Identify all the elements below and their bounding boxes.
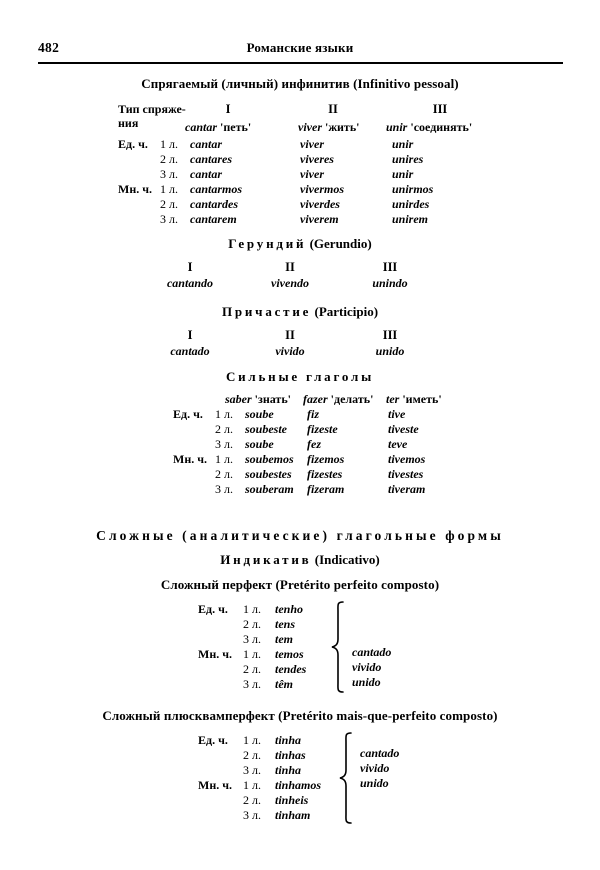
heading-indicative bbox=[0, 552, 600, 568]
perfect-participle: unido bbox=[352, 675, 381, 689]
form-cell: viveres bbox=[300, 152, 334, 166]
strong-verb-header-ter-verb: ter bbox=[386, 392, 400, 406]
number-label-plural-strong: Мн. ч. bbox=[173, 452, 208, 466]
column-header-ii: II bbox=[328, 102, 338, 116]
gerund-column-header-iii: III bbox=[382, 260, 398, 274]
person-label: 2 л. bbox=[215, 422, 233, 436]
type-label-line1: Тип спряже- bbox=[118, 102, 186, 116]
number-label-singular-strong: Ед. ч. bbox=[173, 407, 203, 421]
person-label: 1 л. bbox=[160, 182, 178, 196]
perfect-participle: vivido bbox=[352, 660, 382, 674]
person-label: 3 л. bbox=[160, 212, 178, 226]
auxiliary-cell: tinheis bbox=[275, 793, 309, 807]
pluperfect-participle: cantado bbox=[360, 746, 400, 760]
form-cell: viver bbox=[300, 137, 324, 151]
form-cell: unirem bbox=[392, 212, 429, 226]
type-label bbox=[118, 103, 186, 130]
number-label-plural-pluperfect: Мн. ч. bbox=[198, 778, 233, 792]
header-rule bbox=[38, 62, 563, 64]
form-cell: tiveram bbox=[388, 482, 426, 496]
verb-header-iii bbox=[386, 120, 472, 135]
running-head bbox=[0, 40, 600, 66]
form-cell: fizemos bbox=[307, 452, 345, 466]
auxiliary-cell: tens bbox=[275, 617, 296, 631]
verb-header-i-verb: cantar bbox=[185, 120, 218, 134]
heading-compound-perfect: Сложный перфект (Pretérito perfeito composto) bbox=[160, 577, 440, 592]
form-cell: fizeste bbox=[307, 422, 338, 436]
auxiliary-cell: tendes bbox=[275, 662, 307, 676]
auxiliary-cell: tenho bbox=[275, 602, 304, 616]
number-label-singular-infinitive: Ед. ч. bbox=[118, 137, 148, 151]
person-label: 2 л. bbox=[243, 662, 261, 676]
form-cell: unirmos bbox=[392, 182, 434, 196]
form-cell: soube bbox=[245, 407, 274, 421]
participle-form-i: cantado bbox=[170, 344, 210, 358]
form-cell: cantares bbox=[190, 152, 232, 166]
person-label: 1 л. bbox=[243, 733, 261, 747]
person-label: 2 л. bbox=[243, 617, 261, 631]
gerund-form-ii: vivendo bbox=[271, 276, 309, 290]
heading-indicative-pt: (Indicativo) bbox=[314, 552, 380, 567]
form-cell: souberam bbox=[245, 482, 294, 496]
person-label: 3 л. bbox=[243, 763, 261, 777]
strong-verb-header-saber-verb: saber bbox=[225, 392, 252, 406]
form-cell: viver bbox=[300, 167, 324, 181]
form-cell: unir bbox=[392, 137, 414, 151]
type-label-line2: ния bbox=[118, 115, 139, 130]
form-cell: tivestes bbox=[388, 467, 424, 481]
person-label: 1 л. bbox=[243, 602, 261, 616]
perfect-participle: cantado bbox=[352, 645, 392, 659]
auxiliary-cell: tinha bbox=[275, 763, 302, 777]
form-cell: fez bbox=[307, 437, 321, 451]
form-cell: fizestes bbox=[307, 467, 343, 481]
form-cell: soube bbox=[245, 437, 274, 451]
form-cell: fizeram bbox=[307, 482, 345, 496]
verb-header-ii-verb: viver bbox=[298, 120, 322, 134]
form-cell: cantar bbox=[190, 167, 223, 181]
perfect-brace bbox=[330, 601, 346, 693]
person-label: 3 л. bbox=[215, 437, 233, 451]
strong-verb-header-fazer bbox=[303, 392, 373, 407]
form-cell: cantar bbox=[190, 137, 223, 151]
person-label: 2 л. bbox=[243, 793, 261, 807]
column-header-i: I bbox=[225, 102, 231, 116]
strong-verb-header-fazer-gloss: 'делать' bbox=[330, 392, 374, 406]
column-header-iii: III bbox=[432, 102, 448, 116]
auxiliary-cell: tinhamos bbox=[275, 778, 322, 792]
verb-header-i-gloss: 'петь' bbox=[220, 120, 252, 134]
heading-participle bbox=[0, 304, 600, 320]
number-label-plural-infinitive: Мн. ч. bbox=[118, 182, 153, 196]
person-label: 2 л. bbox=[160, 197, 178, 211]
form-cell: tivemos bbox=[388, 452, 426, 466]
number-label-singular-pluperfect: Ед. ч. bbox=[198, 733, 228, 747]
form-cell: soubestes bbox=[245, 467, 292, 481]
strong-verb-header-fazer-verb: fazer bbox=[303, 392, 328, 406]
form-cell: vivermos bbox=[300, 182, 344, 196]
verb-header-ii bbox=[298, 120, 360, 135]
gerund-form-i: cantando bbox=[166, 276, 213, 290]
form-cell: cantardes bbox=[190, 197, 238, 211]
form-cell: soubeste bbox=[245, 422, 287, 436]
verb-header-ii-gloss: 'жить' bbox=[324, 120, 360, 134]
participle-column-header-ii: II bbox=[285, 328, 295, 342]
auxiliary-cell: tinham bbox=[275, 808, 311, 822]
person-label: 3 л. bbox=[243, 632, 261, 646]
heading-gerund-ru: Герундий bbox=[228, 236, 307, 251]
person-label: 1 л. bbox=[215, 452, 233, 466]
auxiliary-cell: tinha bbox=[275, 733, 302, 747]
number-label-singular-perfect: Ед. ч. bbox=[198, 602, 228, 616]
person-label: 1 л. bbox=[243, 647, 261, 661]
pluperfect-brace bbox=[338, 732, 354, 824]
auxiliary-cell: têm bbox=[275, 677, 293, 691]
strong-verb-header-ter-gloss: 'иметь' bbox=[402, 392, 442, 406]
pluperfect-participle: unido bbox=[360, 776, 389, 790]
form-cell: unirdes bbox=[392, 197, 430, 211]
heading-gerund bbox=[0, 236, 600, 252]
person-label: 2 л. bbox=[243, 748, 261, 762]
person-label: 1 л. bbox=[243, 778, 261, 792]
number-label-plural-perfect: Мн. ч. bbox=[198, 647, 233, 661]
heading-indicative-ru: Индикатив bbox=[220, 552, 312, 567]
heading-compound-pluperfect: Сложный плюсквамперфект (Pretérito mais-que-perfeito composto) bbox=[102, 708, 498, 723]
form-cell: fiz bbox=[307, 407, 319, 421]
gerund-column-header-i: I bbox=[187, 260, 193, 274]
auxiliary-cell: tinhas bbox=[275, 748, 306, 762]
heading-strong-verbs: Сильные глаголы bbox=[225, 369, 375, 384]
form-cell: cantarmos bbox=[190, 182, 243, 196]
person-label: 3 л. bbox=[160, 167, 178, 181]
auxiliary-cell: temos bbox=[275, 647, 304, 661]
heading-personal-infinitive: Спрягаемый (личный) инфинитив (Infinitivo pessoal) bbox=[141, 76, 459, 91]
form-cell: soubemos bbox=[245, 452, 294, 466]
form-cell: teve bbox=[388, 437, 408, 451]
participle-column-header-i: I bbox=[187, 328, 193, 342]
running-title: Романские языки bbox=[246, 40, 354, 55]
participle-form-ii: vivido bbox=[275, 344, 305, 358]
form-cell: viverem bbox=[300, 212, 339, 226]
person-label: 2 л. bbox=[215, 467, 233, 481]
person-label: 1 л. bbox=[215, 407, 233, 421]
auxiliary-cell: tem bbox=[275, 632, 293, 646]
form-cell: tive bbox=[388, 407, 406, 421]
participle-column-header-iii: III bbox=[382, 328, 398, 342]
verb-header-i bbox=[185, 120, 251, 135]
heading-participle-pt: (Participio) bbox=[314, 304, 379, 319]
form-cell: tiveste bbox=[388, 422, 419, 436]
person-label: 1 л. bbox=[160, 137, 178, 151]
person-label: 3 л. bbox=[243, 677, 261, 691]
form-cell: viverdes bbox=[300, 197, 340, 211]
person-label: 3 л. bbox=[243, 808, 261, 822]
strong-verb-header-saber-gloss: 'знать' bbox=[254, 392, 292, 406]
page-number: 482 bbox=[38, 40, 60, 55]
verb-header-iii-verb: unir bbox=[386, 120, 408, 134]
participle-form-iii: unido bbox=[375, 344, 405, 358]
heading-gerund-pt: (Gerundio) bbox=[309, 236, 372, 251]
form-cell: cantarem bbox=[190, 212, 237, 226]
heading-compound-forms: Сложные (аналитические) глагольные формы bbox=[96, 528, 504, 543]
strong-verb-header-saber bbox=[225, 392, 291, 407]
person-label: 3 л. bbox=[215, 482, 233, 496]
strong-verb-header-ter bbox=[386, 392, 442, 407]
form-cell: unires bbox=[392, 152, 424, 166]
person-label: 2 л. bbox=[160, 152, 178, 166]
gerund-column-header-ii: II bbox=[285, 260, 295, 274]
form-cell: unir bbox=[392, 167, 414, 181]
heading-participle-ru: Причастие bbox=[221, 304, 312, 319]
gerund-form-iii: unindo bbox=[372, 276, 408, 290]
verb-header-iii-gloss: 'соединять' bbox=[410, 120, 473, 134]
pluperfect-participle: vivido bbox=[360, 761, 390, 775]
